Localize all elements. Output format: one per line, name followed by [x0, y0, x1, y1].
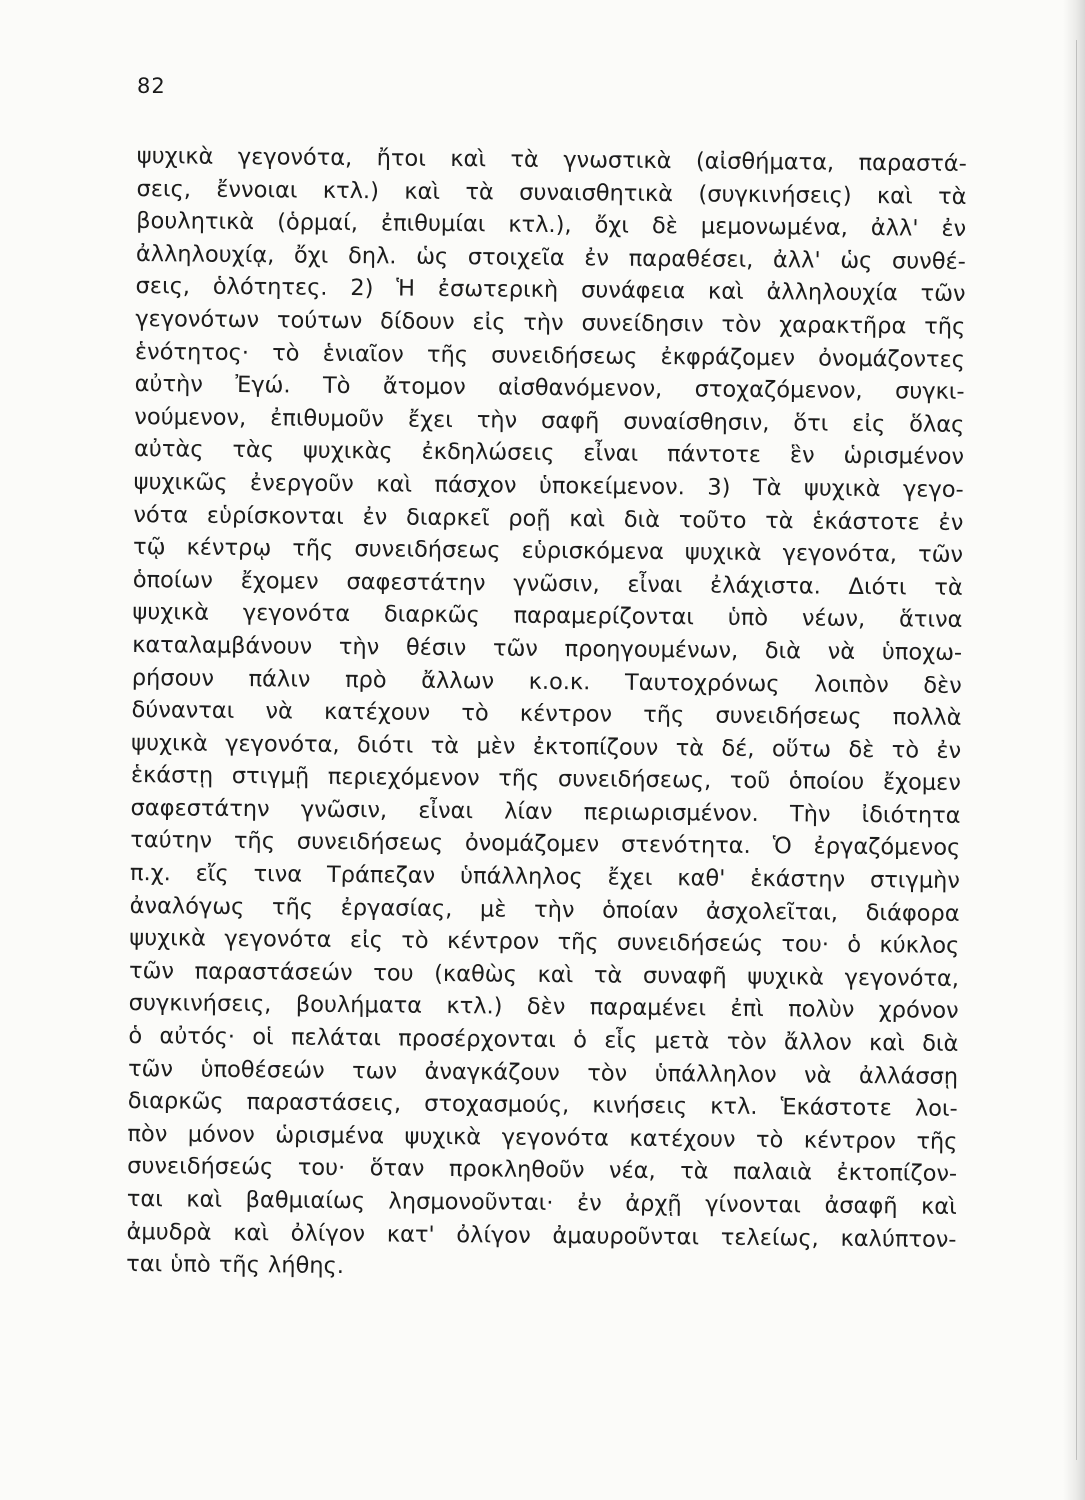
text-line: διαρκῶς παραστάσεις, στοχασμούς, κινήσεις κτλ. Ἑκάστοτε λοι- — [127, 1088, 958, 1123]
text-line-last: ται ὑπὸ τῆς λήθης. — [126, 1251, 345, 1280]
text-line: ἀναλόγως τῆς ἐργασίας, μὲ τὴν ὁποίαν ἀσχολεῖται, διάφορα — [129, 892, 960, 927]
scan-shadow-edge — [1063, 0, 1085, 1500]
text-line: ψυχικὰ γεγονότα, ἤτοι καὶ τὰ γνωστικὰ (αἰσθήματα, παραστά- — [136, 142, 967, 177]
text-line: νούμενον, ἐπιθυμοῦν ἔχει τὴν σαφῆ συναίσθησιν, ὅτι εἰς ὅλας — [134, 403, 965, 438]
text-line: νότα εὑρίσκονται ἐν διαρκεῖ ροῇ καὶ διὰ τοῦτο τὰ ἑκάστοτε ἐν — [133, 501, 964, 536]
text-line: ὁποίων ἔχομεν σαφεστάτην γνῶσιν, εἶναι ἐλάχιστα. Διότι τὰ — [132, 566, 963, 601]
text-line: καταλαμβάνουν τὴν θέσιν τῶν προηγουμένων, διὰ νὰ ὑποχω- — [132, 631, 963, 666]
text-line: π.χ. εἴς τινα Τράπεζαν ὑπάλληλος ἔχει καθ' ἑκάστην στιγμὴν — [129, 860, 961, 894]
page-number: 82 — [137, 74, 166, 98]
text-line: σεις, ἔννοιαι κτλ.) καὶ τὰ συναισθητικὰ (συγκινήσεις) καὶ τὰ — [136, 175, 967, 210]
text-line: ψυχικὰ γεγονότα διαρκῶς παραμερίζονται ὑπὸ νέων, ἅτινα — [132, 599, 963, 634]
text-line: ταύτην τῆς συνειδήσεως ὀνομάζομεν στενότητα. Ὁ ἐργαζόμενος — [130, 827, 961, 862]
text-line: τῶν παραστάσεών του (καθὼς καὶ τὰ συναφῆ ψυχικὰ γεγονότα, — [128, 957, 960, 992]
text-line: αὐτὰς τὰς ψυχικὰς ἐκδηλώσεις εἶναι πάντοτε ἓν ὡρισμένον — [133, 436, 965, 471]
text-line: ρήσουν πάλιν πρὸ ἄλλων κ.ο.κ. Ταυτοχρόνως λοιπὸν δὲν — [131, 664, 962, 699]
text-line: ὁ αὐτός· οἱ πελάται προσέρχονται ὁ εἷς μετὰ τὸν ἄλλον καὶ διὰ — [128, 1022, 959, 1057]
text-line: τῶν ὑποθέσεών των ἀναγκάζουν τὸν ὑπάλληλον νὰ ἀλλάσσῃ — [127, 1055, 959, 1090]
text-line: ψυχικῶς ἐνεργοῦν καὶ πάσχον ὑποκείμενον. 3) Τὰ ψυχικὰ γεγο- — [133, 468, 964, 503]
body-text — [126, 140, 967, 1289]
text-line: σαφεστάτην γνῶσιν, εἶναι λίαν περιωρισμένον. Τὴν ἰδιότητα — [130, 794, 961, 829]
text-line: πὸν μόνον ὡρισμένα ψυχικὰ γεγονότα κατέχουν τὸ κέντρον τῆς — [127, 1120, 958, 1155]
text-line: συγκινήσεις, βουλήματα κτλ.) δὲν παραμένει ἐπὶ πολὺν χρόνον — [128, 990, 959, 1025]
text-line: ψυχικὰ γεγονότα εἰς τὸ κέντρον τῆς συνειδήσεώς του· ὁ κύκλος — [129, 925, 960, 960]
text-line: γεγονότων τούτων δίδουν εἰς τὴν συνείδησιν τὸν χαρακτῆρα τῆς — [135, 305, 966, 340]
text-line: δύνανται νὰ κατέχουν τὸ κέντρον τῆς συνειδήσεως πολλὰ — [131, 697, 962, 732]
text-line: ἑκάστῃ στιγμῇ περιεχόμενον τῆς συνειδήσεως, τοῦ ὁποίου ἔχομεν — [130, 762, 961, 797]
scan-edge-line — [1076, 40, 1077, 1460]
text-line: ἀμυδρὰ καὶ ὀλίγον κατ' ὀλίγον ἀμαυροῦνται τελείως, καλύπτον- — [126, 1218, 957, 1253]
text-line: ται καὶ βαθμιαίως λησμονοῦνται· ἐν ἀρχῇ γίνονται ἀσαφῆ καὶ — [126, 1185, 957, 1220]
text-line: ἑνότητος· τὸ ἑνιαῖον τῆς συνειδήσεως ἐκφράζομεν ὀνομάζοντες — [134, 338, 966, 373]
text-line: ἀλληλουχίᾳ, ὄχι δηλ. ὡς στοιχεῖα ἐν παραθέσει, ἀλλ' ὡς συνθέ- — [135, 240, 966, 275]
text-line: ψυχικὰ γεγονότα, διότι τὰ μὲν ἐκτοπίζουν τὰ δέ, οὕτω δὲ τὸ ἐν — [131, 729, 962, 764]
text-line: βουλητικὰ (ὁρμαί, ἐπιθυμίαι κτλ.), ὄχι δὲ μεμονωμένα, ἀλλ' ἐν — [136, 208, 967, 243]
text-line: συνειδήσεώς του· ὅταν προκληθοῦν νέα, τὰ παλαιὰ ἐκτοπίζον- — [127, 1153, 958, 1188]
text-line: τῷ κέντρῳ τῆς συνειδήσεως εὑρισκόμενα ψυχικὰ γεγονότα, τῶν — [132, 534, 964, 569]
text-line: αὐτὴν Ἐγώ. Τὸ ἄτομον αἰσθανόμενον, στοχαζόμενον, συγκι- — [134, 371, 965, 406]
text-line: σεις, ὁλότητες. 2) Ἡ ἐσωτερικὴ συνάφεια καὶ ἀλληλουχία τῶν — [135, 273, 966, 308]
